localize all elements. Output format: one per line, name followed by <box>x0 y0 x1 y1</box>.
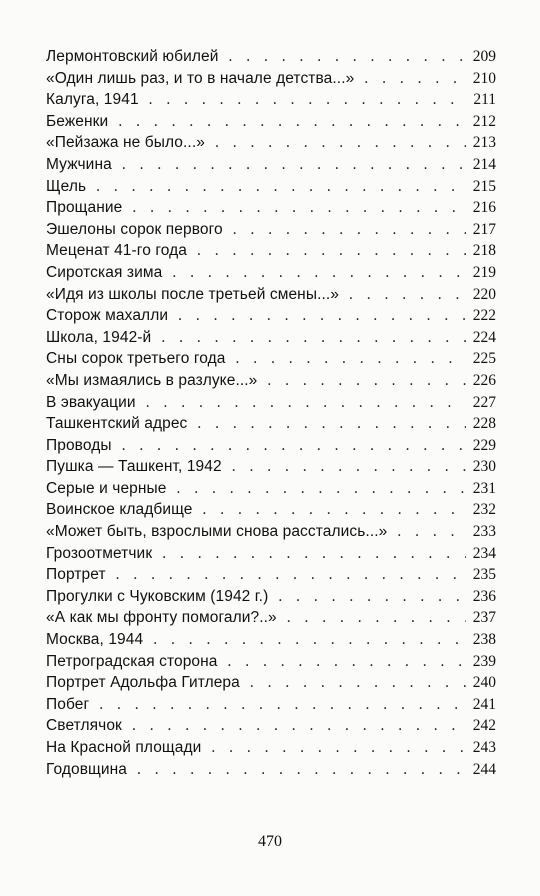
toc-entry-page: 236 <box>472 587 496 605</box>
toc-entry <box>46 759 496 781</box>
dot-leader <box>197 413 466 435</box>
toc-entry-title: Сны сорок третьего года <box>46 350 226 368</box>
toc-entry-title: Мужчина <box>46 155 112 173</box>
toc-entry-title: Москва, 1944 <box>46 631 144 649</box>
toc-entry-page: 226 <box>472 371 496 389</box>
dot-leader <box>278 586 466 608</box>
dot-leader <box>228 651 466 673</box>
dot-leader <box>229 46 467 68</box>
toc-entry <box>46 370 496 392</box>
dot-leader <box>397 521 466 543</box>
toc-entry <box>46 348 496 370</box>
toc-entry-page: 243 <box>472 739 496 756</box>
toc-entry-page: 215 <box>472 177 496 195</box>
dot-leader <box>250 672 466 694</box>
toc-entry-page: 237 <box>472 609 496 627</box>
dot-leader <box>197 240 466 262</box>
toc-entry <box>46 392 496 414</box>
toc-entry <box>46 327 496 349</box>
toc-entry-title: «Может быть, взрослыми снова расстались...» <box>46 523 388 541</box>
toc-entry-page: 241 <box>472 695 496 713</box>
toc-entry-title: Портрет Адольфа Гитлера <box>46 674 240 692</box>
toc-entry <box>46 240 496 262</box>
toc-entry-page: 235 <box>472 566 496 584</box>
toc-entry <box>46 68 496 90</box>
toc-entry-title: Светлячок <box>46 717 122 735</box>
toc-entry <box>46 521 496 543</box>
toc-entry-page: 231 <box>472 479 496 497</box>
dot-leader <box>233 219 466 241</box>
toc-entry-page: 217 <box>472 220 496 238</box>
toc-entry <box>46 111 496 133</box>
table-of-contents <box>46 46 496 780</box>
toc-entry <box>46 46 496 68</box>
toc-entry <box>46 694 496 716</box>
dot-leader <box>122 435 466 457</box>
toc-entry-title: Щель <box>46 177 87 195</box>
toc-entry-title: Сторож махалли <box>46 307 169 325</box>
toc-entry <box>46 629 496 651</box>
toc-entry <box>46 132 496 154</box>
toc-entry-page: 225 <box>472 350 496 368</box>
toc-entry-title: Прощание <box>46 199 123 217</box>
toc-entry <box>46 456 496 478</box>
toc-entry-page: 228 <box>472 415 496 433</box>
toc-entry-page: 222 <box>472 307 496 325</box>
toc-entry-page: 239 <box>472 652 496 670</box>
toc-entry <box>46 672 496 694</box>
dot-leader <box>364 68 466 90</box>
toc-entry-title: Эшелоны сорок первого <box>46 220 223 238</box>
toc-entry-page: 213 <box>472 134 496 152</box>
toc-entry <box>46 435 496 457</box>
toc-entry-page: 227 <box>472 393 496 411</box>
dot-leader <box>122 154 466 176</box>
toc-entry <box>46 262 496 284</box>
toc-entry-page: 220 <box>472 285 496 303</box>
toc-entry <box>46 154 496 176</box>
toc-entry-title: Годовщина <box>46 760 128 778</box>
toc-entry-page: 240 <box>472 674 496 692</box>
dot-leader <box>161 327 466 349</box>
toc-entry <box>46 607 496 629</box>
toc-entry <box>46 737 496 759</box>
toc-entry <box>46 413 496 435</box>
dot-leader <box>149 89 466 111</box>
dot-leader <box>177 478 466 500</box>
toc-entry <box>46 586 496 608</box>
toc-entry-page: 214 <box>472 155 496 173</box>
toc-entry-title: Петроградская сторона <box>46 652 218 670</box>
toc-entry <box>46 89 496 111</box>
dot-leader <box>287 607 466 629</box>
toc-entry-page: 242 <box>472 717 496 735</box>
toc-entry-title: «Один лишь раз, и то в начале детства...» <box>46 69 355 87</box>
toc-entry-title: Портрет <box>46 566 106 584</box>
page-number: 470 <box>258 833 282 850</box>
dot-leader <box>178 305 466 327</box>
toc-entry <box>46 219 496 241</box>
toc-entry-page: 224 <box>472 328 496 346</box>
toc-entry-title: Меценат 41-го года <box>46 242 187 260</box>
toc-entry <box>46 499 496 521</box>
dot-leader <box>146 392 466 414</box>
dot-leader <box>96 176 466 198</box>
dot-leader <box>132 715 466 737</box>
toc-entry-title: Воинское кладбище <box>46 501 193 519</box>
toc-entry-title: Прогулки с Чуковским (1942 г.) <box>46 587 269 605</box>
toc-entry-page: 210 <box>472 69 496 87</box>
dot-leader <box>232 456 466 478</box>
toc-entry-title: В эвакуации <box>46 393 136 411</box>
dot-leader <box>137 759 466 781</box>
toc-entry <box>46 478 496 500</box>
toc-entry-title: Грозоотметчик <box>46 544 153 562</box>
toc-entry-title: Пушка — Ташкент, 1942 <box>46 458 222 476</box>
toc-entry-page: 238 <box>472 631 496 649</box>
toc-entry-page: 233 <box>472 523 496 541</box>
toc-entry-page: 244 <box>472 760 496 778</box>
toc-entry-title: Школа, 1942-й <box>46 328 152 346</box>
toc-entry-title: «Мы измаялись в разлуке...» <box>46 371 258 389</box>
toc-entry-title: Ташкентский адрес <box>46 415 188 433</box>
toc-entry <box>46 543 496 565</box>
toc-entry-page: 216 <box>472 199 496 217</box>
toc-entry-title: Серые и черные <box>46 479 167 497</box>
toc-entry-title: Калуга, 1941 <box>46 91 139 109</box>
toc-entry-page: 234 <box>472 544 496 562</box>
toc-entry-page: 219 <box>472 263 496 281</box>
dot-leader <box>132 197 466 219</box>
dot-leader <box>162 543 466 565</box>
toc-entry <box>46 564 496 586</box>
toc-entry-title: Беженки <box>46 112 109 130</box>
toc-entry <box>46 305 496 327</box>
toc-entry-page: 209 <box>472 48 496 65</box>
dot-leader <box>267 370 466 392</box>
dot-leader <box>99 694 466 716</box>
toc-entry-title: «Пейзажа не было...» <box>46 134 205 152</box>
toc-entry <box>46 176 496 198</box>
toc-entry-title: Побег <box>46 695 90 713</box>
dot-leader <box>215 132 466 154</box>
dot-leader <box>203 499 466 521</box>
toc-entry-page: 218 <box>472 242 496 260</box>
toc-entry-page: 230 <box>472 458 496 476</box>
toc-entry <box>46 197 496 219</box>
dot-leader <box>349 284 466 306</box>
dot-leader <box>172 262 466 284</box>
toc-entry-title: На Красной площади <box>46 739 202 756</box>
toc-entry-page: 232 <box>472 501 496 519</box>
dot-leader <box>116 564 466 586</box>
dot-leader <box>118 111 466 133</box>
dot-leader <box>153 629 466 651</box>
toc-entry-page: 229 <box>472 436 496 454</box>
toc-entry-page: 211 <box>473 91 496 109</box>
toc-entry-title: Сиротская зима <box>46 263 163 281</box>
toc-entry-title: Лермонтовский юбилей <box>46 48 219 65</box>
toc-entry <box>46 715 496 737</box>
toc-entry-title: «Идя из школы после третьей смены...» <box>46 285 340 303</box>
toc-entry-title: «А как мы фронту помогали?..» <box>46 609 277 627</box>
toc-entry-title: Проводы <box>46 436 112 454</box>
toc-entry <box>46 651 496 673</box>
toc-entry <box>46 284 496 306</box>
toc-entry-page: 212 <box>472 112 496 130</box>
dot-leader <box>211 737 466 759</box>
dot-leader <box>236 348 467 370</box>
